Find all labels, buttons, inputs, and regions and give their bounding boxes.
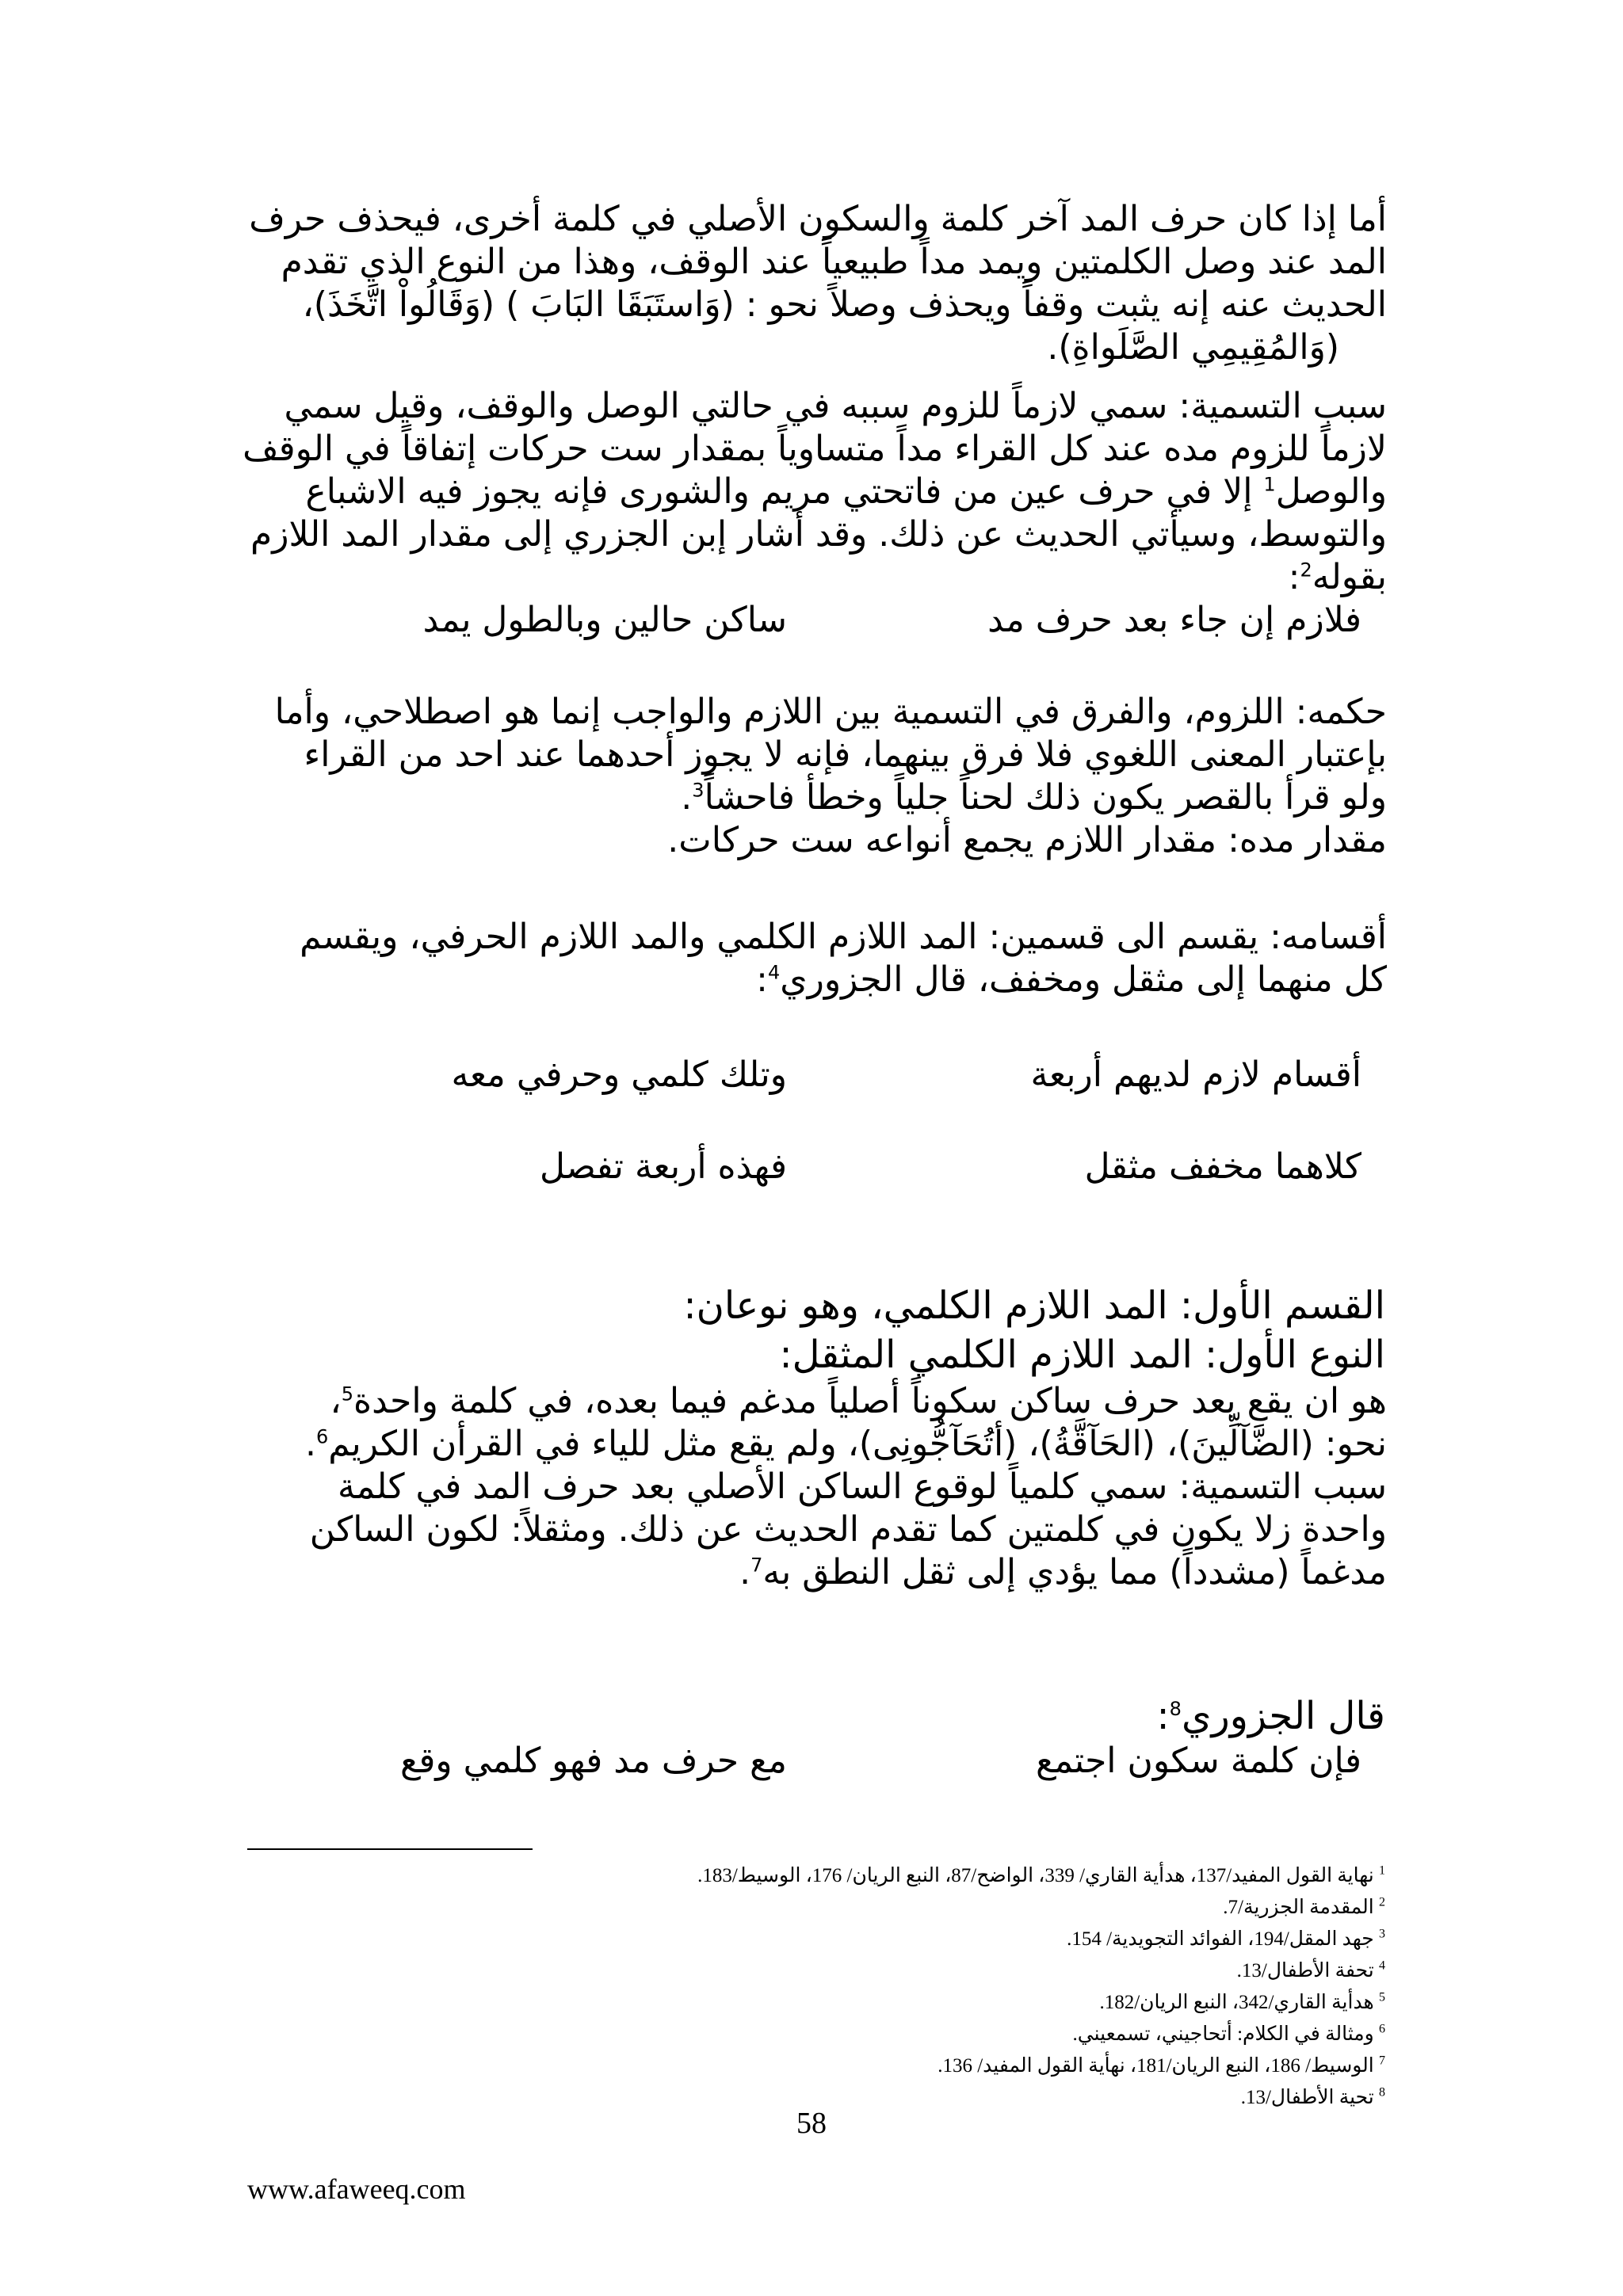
website-url: www.afaweeq.com [247,2173,466,2205]
text-line [238,691,1387,734]
text-span: هو ان يقع بعد حرف ساكن سكوناً أصلياً مدغم فيما بعده، في كلمة واحدة [353,1381,1387,1421]
text-line [238,1466,1387,1508]
footnote-ref: 8 [1169,1698,1182,1720]
text-span: بقوله [1312,557,1387,597]
text-span: قال الجزوري [780,959,967,1000]
text-span: إلا في حرف عين من فاتحتي مريم والشورى فإنه يجوز فيه الاشباع [305,471,1264,512]
footnote [697,1860,1385,1892]
footnote-ref: 3 [692,779,705,802]
section-heading: القسم الأول: المد اللازم الكلمي، وهو نوعان: [683,1283,1385,1328]
footnote-number: 5 [1379,1990,1385,2004]
footnote-ref: 6 [315,1425,329,1448]
text-line [238,471,1387,513]
text-span: : [1156,1694,1170,1738]
footnote [1067,1924,1385,1955]
footnote-text: تحية الأطفال/13. [1240,2087,1374,2108]
text-line [238,1423,1387,1466]
text-line: والتوسط، وسيأتي الحديث عن ذلك. وقد أشار إبن الجزري إلى مقدار المد اللازم [250,514,1387,555]
text-line [238,916,1387,959]
paragraph-6 [238,1380,1387,1594]
text-line [238,1380,1387,1423]
text-line [238,385,1387,428]
text-line: بإعتبار المعنى اللغوي فلا فرق بينهما، فإنه لا يجوز أحدهما عند احد من القراء [304,734,1387,775]
footnote-ref: 2 [1300,559,1312,582]
text-line: أما إذا كان حرف المد آخر كلمة والسكون الأصلي في كلمة أخرى، فيحذف حرف [249,199,1387,239]
text-span: يقسم الى قسمين: المد اللازم الكلمي والمد اللازم الحرفي، ويقسم [300,917,1270,957]
section-label: حكمه: [1295,692,1387,732]
verse-hemistich-left: وتلك كلمي وحرفي معه [451,1055,787,1095]
footnote-separator [247,1848,533,1850]
text-span: : [1288,557,1300,597]
footnote-number: 6 [1379,2022,1385,2036]
footnote-number: 1 [1379,1863,1385,1878]
text-span: كل منهما إلى مثقل ومخفف، [966,959,1387,1000]
verse-hemistich-right: كلاهما مخفف مثقل [1084,1146,1361,1187]
section-label: سبب التسمية: [1178,386,1387,426]
footnote [1237,1955,1385,1987]
text-line [238,556,1387,599]
text-span: سمي كلمياً لوقوع الساكن الأصلي بعد حرف المد في كلمة [338,1466,1179,1507]
text-line: لازماً للزوم مده عند كل القراء مداً متساوياً بمقدار ست حركات إتفاقاً في الوقف [242,429,1387,469]
footnote-ref: 1 [1263,473,1276,496]
footnote-number: 2 [1379,1895,1385,1909]
footnote [1073,2019,1385,2050]
footnote-number: 7 [1379,2054,1385,2068]
text-line: واحدة زلا يكون في كلمتين كما تقدم الحديث عن ذلك. ومثقلاً: لكون الساكن [309,1509,1387,1550]
section-label: سبب التسمية: [1178,1466,1387,1507]
text-span: : [756,959,768,1000]
footnote-text: المقدمة الجزرية/7. [1223,1897,1374,1918]
text-line: الحديث عنه إنه يثبت وقفاً ويحذف وصلاً نحو : (وَاستَبَقَا البَابَ ) (وَقَالُواْ اتَّخَذَ)، [302,284,1387,325]
footnote-ref: 7 [750,1554,763,1577]
text-span: مقدار اللازم يجمع أنواعه ست حركات. [667,820,1228,860]
footnote-number: 4 [1379,1958,1385,1973]
text-span: . [739,1552,751,1592]
text-span: نحو: (الضَّآلِّينَ)، (الحَآقَّةُ)، (أتُحَآجُّونِى)، ولم يقع مثل للياء في القرأن الكريم [328,1424,1387,1464]
text-span: اللزوم، والفرق في التسمية بين اللازم والواجب إنما هو اصطلاحي، وأما [274,692,1296,732]
footnote-ref: 4 [767,961,781,984]
verse-hemistich-right: فإن كلمة سكون اجتمع [1035,1741,1361,1781]
footnote [938,2050,1385,2082]
verse-hemistich-right: أقسام لازم لديهم أربعة [1030,1055,1361,1095]
text-line: المد عند وصل الكلمتين ويمد مداً طبيعياً عند الوقف، وهذا من النوع الذي تقدم [281,242,1387,282]
paragraph-5 [238,916,1387,1001]
footnote [1223,1892,1385,1924]
text-span: . [304,1424,316,1464]
text-line [238,776,1387,819]
verse-hemistich-left: مع حرف مد فهو كلمي وقع [399,1741,787,1781]
text-line: (وَالمُقِيمِي الصَّلَواةِ). [1047,327,1339,368]
section-label: مقدار مده: [1228,820,1387,860]
verse-hemistich-left: ساكن حالين وبالطول يمد [422,600,787,640]
footnote-text: تحفة الأطفال/13. [1236,1960,1374,1981]
text-line [238,819,1387,862]
footnote-text: نهاية القول المفيد/137، هدأية القاري/ 339، الواضح/87، النبع الريان/ 176، الوسيط/183. [697,1865,1374,1886]
paragraph-1 [238,198,1387,369]
footnote-text: هدأية القاري/342، النبع الريان/182. [1099,1992,1374,2013]
page-number: 58 [796,2107,827,2140]
footnote-text: الوسيط/ 186، النبع الريان/181، نهأية القول المفيد/ 136. [938,2055,1374,2077]
text-span: قال الجزوري [1181,1694,1385,1738]
paragraph-3 [238,691,1387,862]
text-span: ، [330,1381,342,1421]
text-span: ولو قرأ بالقصر يكون ذلك لحناً جلياً وخطأ فاحشاً [704,777,1387,818]
footnote-ref: 5 [341,1383,354,1405]
footnote-text: جهد المقل/194، الفوائد التجويدية/ 154. [1067,1928,1374,1950]
footnote-number: 8 [1379,2085,1385,2100]
subsection-heading: النوع الأول: المد اللازم الكلمي المثقل: [779,1333,1385,1377]
text-span: مدغماً (مشدداً) مما يؤدي إلى ثقل النطق به [762,1552,1387,1592]
footnote-text: ومثالة في الكلام: أتحاجيني، تسمعيني. [1072,2023,1374,2045]
verse-hemistich-right: فلازم إن جاء بعد حرف مد [987,600,1361,640]
footnote [1099,1987,1385,2019]
verse-hemistich-left: فهذه أربعة تفصل [540,1146,787,1187]
text-span: والوصل [1275,471,1387,512]
text-span: سمي لازماً للزوم سببه في حالتي الوصل والوقف، وقيل سمي [284,386,1179,426]
text-line [238,959,1387,1001]
text-span: . [681,777,693,818]
text-line [238,1551,1387,1594]
paragraph-2 [238,385,1387,599]
section-label: أقسامه: [1270,917,1387,957]
quote-intro [1156,1692,1385,1740]
footnote-number: 3 [1379,1927,1385,1941]
